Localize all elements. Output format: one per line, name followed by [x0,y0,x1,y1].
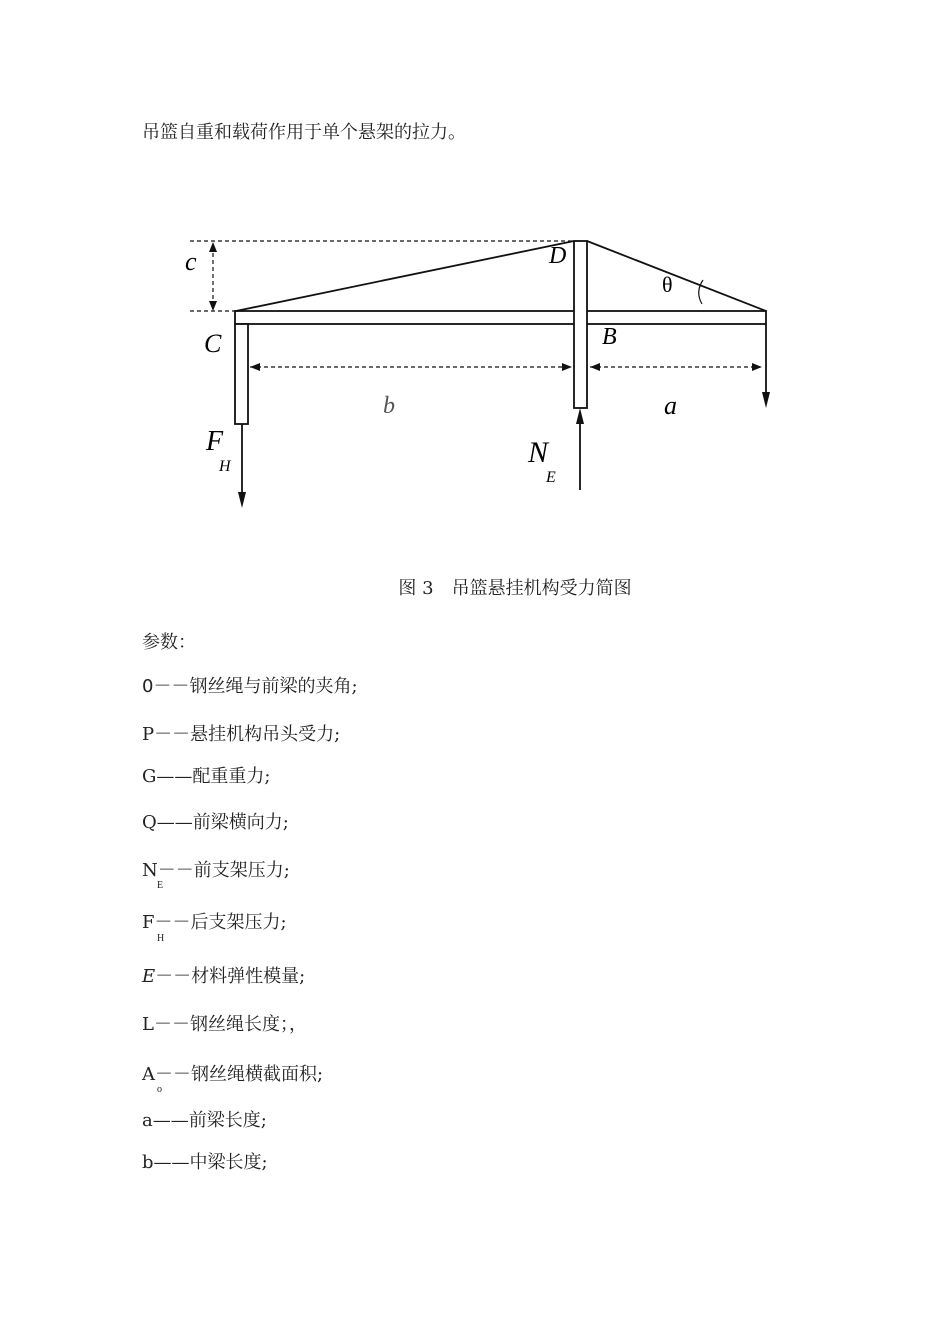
param-subscript: o [157,1084,162,1095]
param-symbol: F [142,912,155,933]
force-diagram [0,0,950,540]
label-n-sub: E [546,469,556,486]
param-text: －－钢丝绳与前梁的夹角; [153,676,358,697]
param-item [142,912,287,934]
param-item [142,860,290,882]
param-text: ——前梁横向力; [156,812,289,833]
label-b-point: B [602,324,617,350]
param-symbol: b [142,1152,154,1173]
param-item [142,1152,268,1174]
label-c-point: C [204,329,222,358]
param-symbol: E [142,966,156,987]
dimension-lines [190,241,760,367]
label-a-length: a [664,391,677,420]
param-symbol: P [142,724,155,745]
force-arrows [242,324,766,500]
dimension-arrowheads [209,242,762,371]
param-subscript: H [157,933,165,944]
param-text: －－前支架压力; [157,860,290,881]
param-item [142,724,340,746]
param-symbol: Q [142,812,157,833]
intro-text: 吊篮自重和载荷作用于单个悬架的拉力。 [142,122,466,143]
param-symbol: L [142,1014,154,1035]
param-symbol: 0 [142,676,154,697]
cables [236,241,766,311]
param-item [142,1014,307,1036]
param-text: －－后支架压力; [154,912,287,933]
param-item [142,676,358,698]
param-text: ——配重重力; [156,766,271,787]
label-theta: θ [662,272,673,297]
params-title: 参数： [142,632,196,653]
param-item [142,766,270,788]
main-beam [235,311,766,324]
param-item [142,1064,323,1086]
param-item [142,966,305,988]
param-item [142,812,289,834]
param-text: －－钢丝绳长度；， [153,1014,307,1035]
label-d: D [549,243,567,269]
param-text: ——中梁长度; [153,1152,268,1173]
label-n: N [528,436,549,469]
figure-caption: 图 3 吊篮悬挂机构受力简图 [398,578,632,599]
label-f: F [206,426,224,457]
param-symbol: G [142,766,157,787]
label-f-sub: H [219,458,231,475]
param-text: ——前梁长度; [152,1110,267,1131]
param-item [142,1110,267,1132]
label-b-length: b [383,393,395,419]
front-support [574,241,587,408]
param-text: －－材料弹性模量; [155,966,306,987]
param-symbol: A [142,1064,155,1085]
param-symbol: a [142,1110,153,1131]
param-text: －－悬挂机构吊头受力; [154,724,341,745]
label-c: c [185,247,197,276]
beam-structure [235,241,766,424]
rear-support [235,324,248,424]
param-symbol: N [142,860,158,881]
param-subscript: E [157,880,164,891]
param-text: －－钢丝绳横截面积; [155,1064,324,1085]
